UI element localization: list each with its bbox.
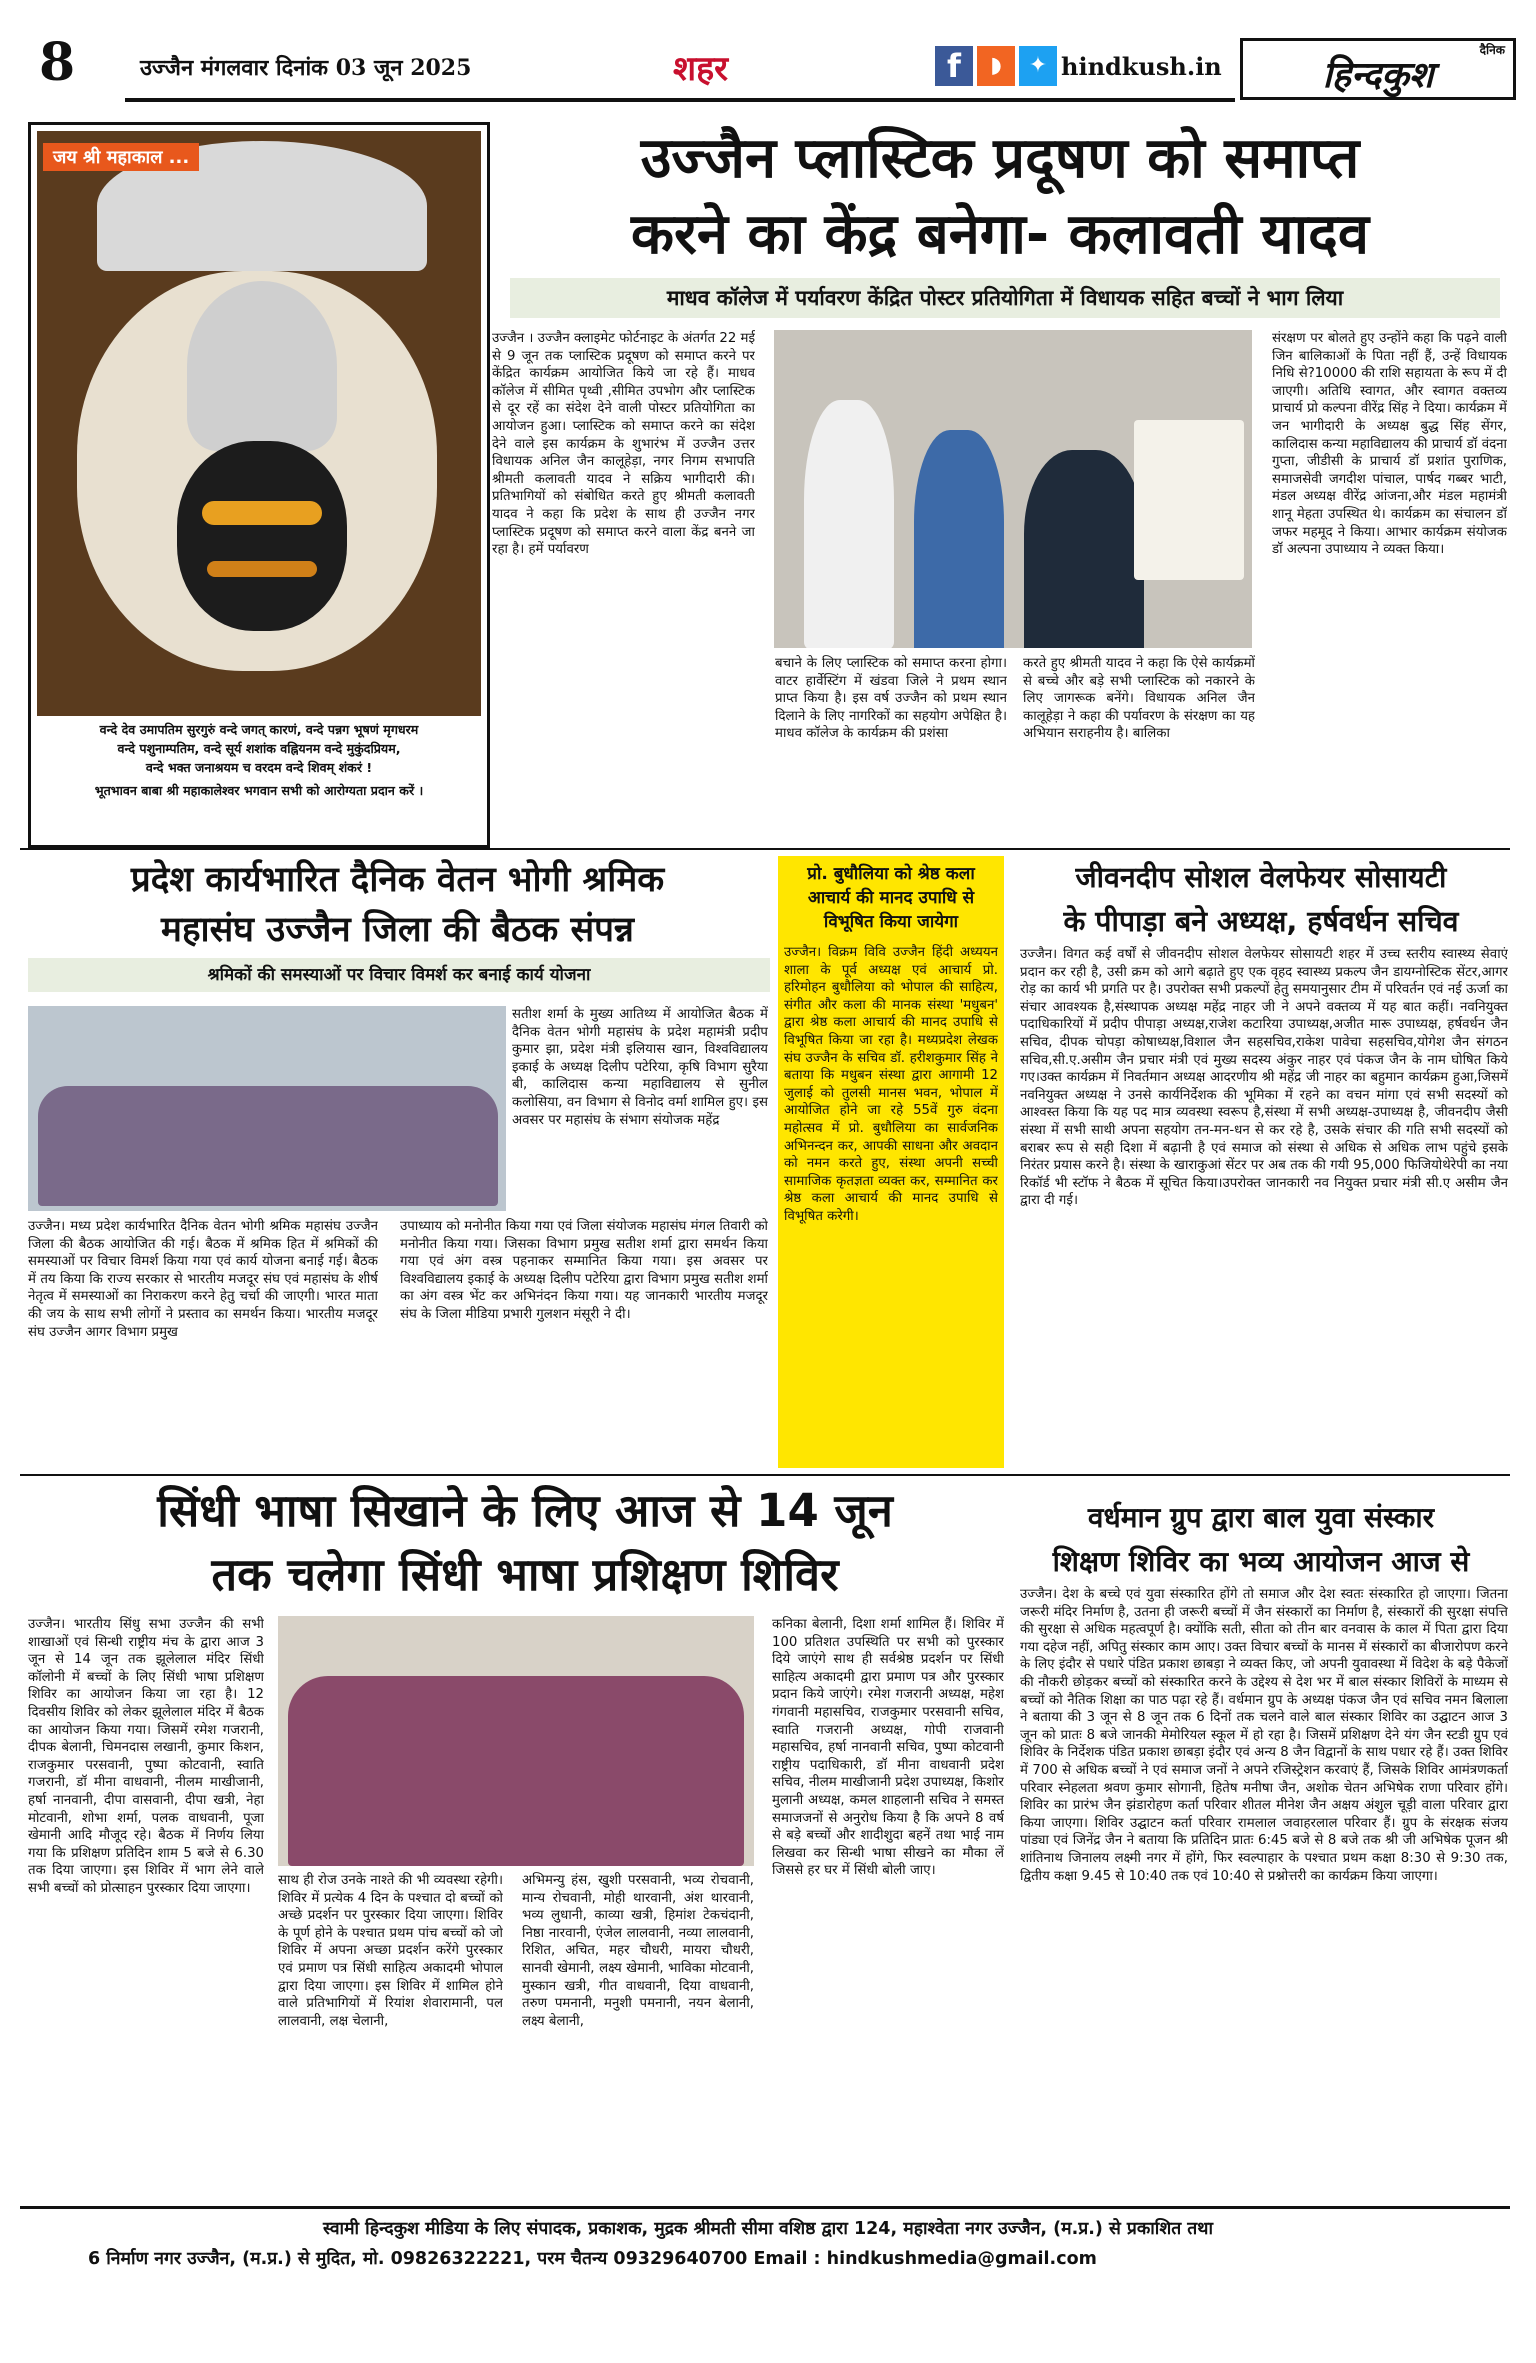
mahakal-photo: [37, 131, 481, 716]
group-photo-people: [38, 1086, 498, 1206]
caption-line: वन्दे देव उमापतिम सुरगुरुं वन्दे जगत् कारणं, वन्दे पन्नग भूषणं मृगधरम: [99, 722, 419, 737]
section-name: शहर: [673, 49, 729, 89]
footer-line-2: 6 निर्माण नगर उज्जैन, (म.प्र.) से मुदित, मो. 09826322221, परम चैतन्य 09329640700 Email : hindkushmedia@gmail.com: [88, 2249, 1097, 2269]
story2-headline-1: प्रदेश कार्यभारित दैनिक वेतन भोगी श्रमिक: [130, 860, 665, 900]
footer-rule: [20, 2206, 1510, 2209]
twitter-icon[interactable]: ✦: [1019, 46, 1057, 86]
person: [1024, 450, 1144, 648]
story2-headline-2: महासंघ उज्जैन जिला की बैठक संपन्न: [161, 910, 634, 950]
footer: [28, 2214, 1508, 2274]
story1-col-2: बचाने के लिए प्लास्टिक को समाप्त करना होगा। वाटर हार्वेस्टिंग में खंडवा जिले ने प्रथम स्थान प्राप्त किया है। इस वर्ष उज्जैन को प्रथम स्थान दिलाने के लिए नागरिकों का सहयोग अपेक्षित है। माधव कॉलेज के कार्यक्रम की प्रशंसा: [775, 656, 1007, 742]
story5-col-4: कनिका बेलानी, दिशा शर्मा शामिल हैं। शिविर में 100 प्रतिशत उपस्थिति पर सभी को पुरस्कार दिये जाएंगे साथ ही सर्वश्रेष्ठ प्रदर्शन पर सिंधी साहित्य अकादमी द्वारा प्रमाण पत्र और पुरस्कार प्रदान किये जाएंगे। रमेश गजरानी अध्यक्ष, महेश गंगवानी महासचिव, राजकुमार परसवानी सचिव, स्वाति गजरानी अध्यक्ष, गोपी राजवानी महासचिव, हर्षा नानवानी सचिव, पुष्पा कोटवानी राष्ट्रीय पदाधिकारी, डॉ मीना वाधवानी प्रदेश सचिव, नीलम माखीजानी प्रदेश उपाध्यक्ष, किशोर मुलानी अध्यक्ष, कमल शाहलानी सचिव ने समस्त समाजजनों से अनुरोध किया है कि अपने 8 वर्ष से बड़े बच्चों और शादीशुदा बहनें तथा भाई नाम लिखवा कर सिन्धी भाषा सीखने का मौका लें जिससे हर घर में सिंधी बोली जाए।: [772, 1617, 1004, 1879]
story3-headline: प्रो. बुधौलिया को श्रेष्ठ कला आचार्य की मानद उपाधि से विभूषित किया जायेगा: [807, 864, 975, 932]
masthead: [25, 30, 1511, 100]
footer-line-1: स्वामी हिन्दकुश मीडिया के लिए संपादक, प्रकाशक, मुद्रक श्रीमती सीमा वशिष्ठ द्वारा 124, महाश्वेता नगर उज्जैन, (म.प्र.) से प्रकाशित तथा: [323, 2219, 1213, 2239]
silver-crown: [187, 281, 337, 451]
story2-subhead: श्रमिकों की समस्याओं पर विचार विमर्श कर बनाई कार्य योजना: [28, 958, 770, 992]
divider: [20, 848, 1510, 850]
story2-col-2a: सतीश शर्मा के मुख्य आतिथ्य में आयोजित बैठक में दैनिक वेतन भोगी महासंघ के प्रदेश महामंत्री प्रदीप कुमार झा, प्रदेश मंत्री इलियास खान, विश्वविद्यालय इकाई के अध्यक्ष दिलीप पटेरिया, कृषि विभाग सुरैया बी, कालिदास कन्या महाविद्यालय से सुनील कलोसिया, वन विभाग से विनोद वर्मा शामिल हुए। इस अवसर पर महासंघ के संभाग संयोजक महेंद्र: [512, 1007, 768, 1128]
story3-box: [778, 856, 1004, 1468]
story2-photo: [28, 1006, 506, 1211]
logo-text: हिन्दकुश: [1322, 54, 1434, 96]
story2-col-1: उज्जैन। मध्य प्रदेश कार्यभारित दैनिक वेतन भोगी श्रमिक महासंघ उज्जैन जिला की बैठक आयोजित की गई। बैठक में श्रमिक हित में श्रमिकों की समस्याओं पर विचार विमर्श किया गया एवं कार्य योजना बनाई गई। बैठक में तय किया कि राज्य सरकार से भारतीय मजदूर संघ एवं महासंघ के शीर्ष नेतृत्व में समस्याओं का निराकरण करने हेतु चर्चा की जाएगी। भारत माता की जय के साथ सभी लोगों ने प्रस्ताव का समर्थन किया। भारतीय मजदूर संघ उज्जैन आगर विभाग प्रमुख: [28, 1219, 378, 1340]
story5-col-2: साथ ही रोज उनके नाश्ते की भी व्यवस्था रहेगी। शिविर में प्रत्येक 4 दिन के पश्चात दो बच्चों को अच्छे प्रदर्शन पर पुरस्कार दिया जाएगा। शिविर के पूर्ण होने के पश्चात प्रथम पांच बच्चों को जो शिविर में अपना अच्छा प्रदर्शन करेंगे पुरस्कार एवं प्रमाण पत्र सिंधी साहित्य अकादमी भोपाल द्वारा दिया जाएगा। इस शिविर में शामिल होने वाले प्रतिभागियों में रियांश शेवारामानी, पल लालवानी, लक्ष चेलानी,: [278, 1873, 503, 2029]
story5-photo: [278, 1616, 754, 1866]
logo: [1240, 38, 1516, 100]
mahakal-caption: [37, 720, 481, 800]
story5-headline-1: सिंधी भाषा सिखाने के लिए आज से 14 जून: [157, 1484, 893, 1537]
story6-body: उज्जैन। देश के बच्चे एवं युवा संस्कारित होंगे तो समाज और देश स्वतः संस्कारित हो जाएगा। जितना जरूरी मंदिर निर्माण है, उतना ही जरूरी बच्चों में जैन संस्कारों का निर्माण है, संस्कारों की सुरक्षा संपत्ति की सुरक्षा से अधिक महत्वपूर्ण है। क्योंकि सती, सीता को तीन बार वनवास के काल में पिता द्वारा दिया गया दहेज नहीं, अपितु संस्कार काम आए। उक्त विचार बच्चों के मानस में संस्कारों का बीजारोपण करने के लिए इंदौर से पधारे पंडित प्रकाश छाबड़ा ने व्यक्त किए, जो अपनी युवावस्था में विदेश के बड़े पैकेजों की नौकरी छोड़कर बच्चों को संस्कारित करने के उद्देश्य से देश भर में बाल संस्कार शिविरों के माध्यम से बच्चों को नैतिक शिक्षा का पाठ पढ़ा रहे हैं। वर्धमान ग्रुप के अध्यक्ष पंकज जैन एवं सचिव नमन बिलाला ने बताया की 3 जून से 8 जून तक 6 दिनों तक चलने वाले बाल संस्कार शिविर का उद्घाटन आज 3 जून को प्रातः 8 बजे जानकी मेमोरियल स्कूल में हो रहा है। जिसमें प्रशिक्षण देने यंग जैन स्टडी ग्रुप एवं शिविर के निर्देशक पंडित प्रकाश छाबड़ा इंदौर एवं अन्य 8 जैन विद्वानों के साथ पधार रहे हैं। उक्त शिविर में 700 से अधिक बच्चों ने एवं समाज जनों ने अपने रजिस्ट्रेशन करवाएं हैं, जिसके शिविर आमंत्रणकर्ता परिवार स्नेहलता श्रवण कुमार सोगानी, हितेष मनीषा जैन, अशोक चेतन अभिषेक राणा परिवार होंगे। शिविर का प्रारंभ जैन झंडारोहण कर्ता परिवार शीतल मीनेश जैन अक्षय अंशुल चूड़ी वाला परिवार द्वारा किया जाएगा। शिविर उद्घाटन कर्ता परिवार रामलाल जवाहरलाल परिवार हैं। ग्रुप के संरक्षक संजय पांड्या एवं जिनेंद्र जैन ने बताया कि प्रतिदिन प्रातः 6:45 बजे से 8 बजे तक श्री जी अभिषेक पूजन श्री शांतिनाथ जिनालय लक्ष्मी नगर में होंगे, फिर स्वल्पाहार के पश्चात प्रथम कक्षा 8:30 से 9:30 तक, द्वितीय कक्षा 9.45 से 10:40 तक एवं 10:40 से प्रश्नोत्तरी का कार्यक्रम किया जाएगा।: [1020, 1587, 1508, 1884]
story1-headline-1: उज्जैन प्लास्टिक प्रदूषण को समाप्त: [640, 126, 1360, 191]
caption-line: वन्दे पशुनाम्पतिम, वन्दे सूर्य शशांक वह्नियनम वन्दे मुकुंदप्रियम,: [117, 741, 401, 756]
story3-body: उज्जैन। विक्रम विवि उज्जैन हिंदी अध्ययन शाला के पूर्व अध्यक्ष एवं आचार्य प्रो. हरिमोहन बुधौलिया को भोपाल की साहित्य, संगीत और कला की मानक संस्था 'मधुबन' द्वारा श्रेष्ठ कला आचार्य की मानद उपाधि से विभूषित किया जा रहा है। मध्यप्रदेश लेखक संघ उज्जैन के सचिव डॉ. हरीशकुमार सिंह ने बताया कि मधुबन संस्था द्वारा आगामी 12 जुलाई को तुलसी मानस भवन, भोपाल में आयोजित होने जा रहे 55वें गुरु वंदना महोत्सव में प्रो. बुधौलिया का सार्वजनिक अभिनन्दन कर, आपकी साधना और अवदान को नमन करते हुए, संस्था अपनी सच्ची सामाजिक कृतज्ञता व्यक्त कर, सम्मानित कर श्रेष्ठ कला आचार्य की मानद उपाधि से विभूषित करेगी।: [784, 945, 998, 1224]
story5-headline-2: तक चलेगा सिंधी भाषा प्रशिक्षण शिविर: [211, 1548, 839, 1601]
deity-mustache: [207, 561, 317, 577]
poster-board: [1134, 420, 1244, 580]
story1-col-3: करते हुए श्रीमती यादव ने कहा कि ऐसे कार्यक्रमों से बच्चे और बड़े सभी प्लास्टिक को नकारने के लिए जागरूक बनेंगे। विधायक अनिल जैन कालूहेड़ा ने कहा की पर्यावरण के संरक्षण का यह अभियान सराहनीय है। बालिका: [1023, 656, 1255, 742]
rss-icon[interactable]: ◗: [977, 46, 1015, 86]
caption-line: वन्दे भक्त जनाश्रयम च वरदम वन्दे शिवम् शंकरं !: [145, 760, 373, 775]
story1-subhead: माधव कॉलेज में पर्यावरण केंद्रित पोस्टर प्रतियोगिता में विधायक सहित बच्चों ने भाग लिया: [510, 278, 1500, 318]
person: [914, 430, 1004, 648]
person: [804, 400, 894, 648]
divider: [20, 1474, 1510, 1476]
deity-eyes: [202, 501, 322, 525]
logo-small: दैनिक: [1479, 43, 1505, 57]
group-photo-people: [288, 1676, 744, 1866]
facebook-icon[interactable]: f: [935, 46, 973, 86]
story4-headline-2: के पीपाड़ा बने अध्यक्ष, हर्षवर्धन सचिव: [1063, 905, 1459, 938]
masthead-rule: [125, 98, 1235, 102]
caption-line: भूतभावन बाबा श्री महाकालेश्वर भगवान सभी को आरोग्यता प्रदान करें ।: [94, 783, 424, 798]
story5-col-1: उज्जैन। भारतीय सिंधु सभा उज्जैन की सभी शाखाओं एवं सिन्धी राष्ट्रीय मंच के द्वारा आज 3 जून से 14 जून तक झूलेलाल मंदिर सिंधी कॉलोनी में बच्चों के लिए सिंधी भाषा प्रशिक्षण शिविर का आयोजन किया जा रहा है। 12 दिवसीय शिविर को लेकर झूलेलाल मंदिर में बैठक का आयोजन किया गया। जिसमें रमेश गजरानी, दीपक बेलानी, चिमनदास लखानी, कुमार किशन, राजकुमार परसवानी, पुष्पा कोटवानी, स्वाति गजरानी, डॉ मीना वाधवानी, नीलम माखीजानी, हर्षा नानवानी, दीपा वासवानी, दीपा खत्री, नेहा मोटवानी, शोभा शर्मा, पलक वाधवानी, पूजा खेमानी आदि मौजूद रहे। बैठक में निर्णय लिया गया कि प्रशिक्षण प्रतिदिन शाम 5 बजे से 6.30 तक दिया जाएगा। इस शिविर में भाग लेने वाले सभी बच्चों को प्रोत्साहन पुरस्कार दिया जाएगा।: [28, 1617, 264, 1896]
story4-body: उज्जैन। विगत कई वर्षों से जीवनदीप सोशल वेलफेयर सोसायटी शहर में उच्च स्तरीय स्वास्थ्य सेवाएं प्रदान कर रही है, उसी क्रम को आगे बढ़ाते हुए एक वृहद स्वास्थ्य प्रकल्प जैन डायग्नोस्टिक सेंटर,आगर रोड़ का कार्य भी प्रगति पर है। उपरोक्त सभी प्रकल्पों हेतु समयानुसार टीम में परिवर्तन एवं नई ऊर्जा का संचार आवश्यक है,संस्थापक अध्यक्ष महेंद्र नाहर जी ने अपने वक्तव्य में यह बात कहीं। नवनियुक्त पदाधिकारियों में प्रदीप पीपाड़ा अध्यक्ष,राजेश कटारिया उपाध्यक्ष,अजीत मारू उपाध्यक्ष, हर्षवर्धन जैन सचिव, दीपक चोपड़ा कोषाध्यक्ष,विशाल जैन सहसचिव,राकेश पावेचा सहसचिव,योगेश जैन संगठन सचिव,सी.ए.असीम जैन प्रचार मंत्री एवं मुख्य सदस्य अंकुर नाहर एवं पंकज जैन के नाम घोषित किये गए।उक्त कार्यक्रम में निवर्तमान अध्यक्ष आदरणीय श्री महेंद्र जी नाहर का बहुमान कार्यक्रम हुआ,जिसमें नवनियुक्त अध्यक्ष ने उनसे कार्यनिर्देशक की भूमिका में रहने का वचन मांगा एवं सभी सदस्यों को आश्वस्त किया कि यह पद मात्र व्यवस्था स्वरूप है,संस्था में सभी अध्यक्ष-उपाध्यक्ष है, जीवनदीप जैसी संस्था में सभी साथी अपना सहयोग तन-मन-धन से कर रहे है, उसके संचार की गति सभी सदस्यों को बराबर रूप से सही दिशा में बढ़ानी है एवं समाज को संस्था से अधिक से अधिक लाभ पहुंचे इसके निरंतर प्रयास करने है। संस्था के खाराकुआं सेंटर पर अब तक की गयी 95,000 फिजियोथेरेपी का नया रिकॉर्ड भी स्टॉफ ने बैठक में सूचित किया।उपरोक्त जानकारी नव नियुक्त प्रचार मंत्री सी.ए असीम जैन द्वारा दी गई।: [1020, 947, 1508, 1209]
story1-photo: [774, 330, 1252, 648]
page-number: 8: [39, 32, 76, 93]
mahakal-tag: जय श्री महाकाल ...: [43, 143, 199, 171]
story6-headline-2: शिक्षण शिविर का भव्य आयोजन आज से: [1052, 1545, 1470, 1578]
story4-headline-1: जीवनदीप सोशल वेलफेयर सोसायटी: [1075, 861, 1447, 894]
story1-headline-2: करने का केंद्र बनेगा- कलावती यादव: [631, 202, 1369, 267]
story6-headline-1: वर्धमान ग्रुप द्वारा बाल युवा संस्कार: [1087, 1501, 1435, 1534]
story2-col-2b: उपाध्याय को मनोनीत किया गया एवं जिला संयोजक महासंघ मंगल तिवारी को मनोनीत किया गया। जिसका विभाग प्रमुख सतीश शर्मा द्वारा समर्थन किया गया एवं अंग वस्त्र पहनाकर सम्मानित किया गया। इस अवसर पर विश्वविद्यालय इकाई के अध्यक्ष दिलीप पटेरिया द्वारा विभाग प्रमुख सतीश शर्मा का अंग वस्त्र भेंट कर अभिनंदन किया गया। यह जानकारी भारतीय मजदूर संघ के जिला मीडिया प्रभारी गुलशन मंसूरी ने दी।: [400, 1219, 768, 1322]
story1-col-1: उज्जैन । उज्जैन क्लाइमेट फोर्टनाइट के अंतर्गत 22 मई से 9 जून तक प्लास्टिक प्रदूषण को समाप्त करने पर केंद्रित कार्यक्रम आयोजित किये जा रहे हैं। माधव कॉलेज में सीमित पृथ्वी ,सीमित उपभोग और प्लास्टिक से दूर रहें का संदेश देने वाली पोस्टर प्रतियोगिता का आयोजन हुआ। प्लास्टिक को समाप्त करने का संदेश देने वाले इस कार्यक्रम के शुभारंभ में उज्जैन उत्तर विधायक अनिल जैन कालूहेड़ा, नगर निगम सभापति श्रीमती कलावती यादव ने सक्रिय भागीदारी की। प्रतिभागियों को संबोधित करते हुए श्रीमती कलावती यादव ने कहा कि प्रदेश के साथ ही उज्जैन नगर प्लास्टिक प्रदूषण को समाप्त करने वाला केंद्र बनने जा रहा है। हमें पर्यावरण: [492, 331, 755, 558]
deity-face: [177, 441, 347, 631]
story5-col-3: अभिमन्यु हंस, खुशी परसवानी, भव्य रोचवानी, मान्य रोचवानी, मोही थारवानी, अंश थारवानी, भव्य लुधानी, काव्या खत्री, हिमांश टेकचंदानी, निष्ठा नारवानी, एंजेल लालवानी, नव्या लालवानी, रिशित, अचित, महर चौधरी, मायरा चौधरी, सानवी खेमानी, लक्ष्य खेमानी, भाविका मोटवानी, मुस्कान खत्री, गीत वाधवानी, दिया वाधवानी, तरुण पमनानी, मनुशी पमनानी, नयन बेलानी, लक्ष्य बेलानी,: [522, 1873, 754, 2029]
website-link[interactable]: hindkush.in: [1061, 52, 1222, 81]
dateline: उज्जैन मंगलवार दिनांक 03 जून 2025: [140, 55, 472, 81]
story1-col-4: संरक्षण पर बोलते हुए उन्होंने कहा कि पढ़ने वाली जिन बालिकाओं के पिता नहीं हैं, उन्हें विधायक निधि से?10000 की राशि सहायता के रूप में दी जाएगी। अतिथि स्वागत, और स्वागत वक्तव्य प्राचार्य प्रो कल्पना वीरेंद्र सिंह ने दिया। कार्यक्रम में जन भागीदारी के अध्यक्ष बुद्ध सिंह सेंगर, कालिदास कन्या महाविद्यालय की प्राचार्य डॉ वंदना गुप्ता, जीडीसी के प्राचार्य डॉ प्रशांत पुराणिक, समाजसेवी जगदीश पांचाल, पार्षद गब्बर भाटी, मंडल अध्यक्ष वीरेंद्र आंजना,और मंडल महामंत्री शानू मेहता उपस्थित थे। कार्यक्रम का संचालन डॉ जफर महमूद ने किया। आभार कार्यक्रम संयोजक डॉ अल्पना उपाध्याय ने व्यक्त किया।: [1272, 331, 1507, 558]
mahakal-box: [28, 122, 490, 848]
